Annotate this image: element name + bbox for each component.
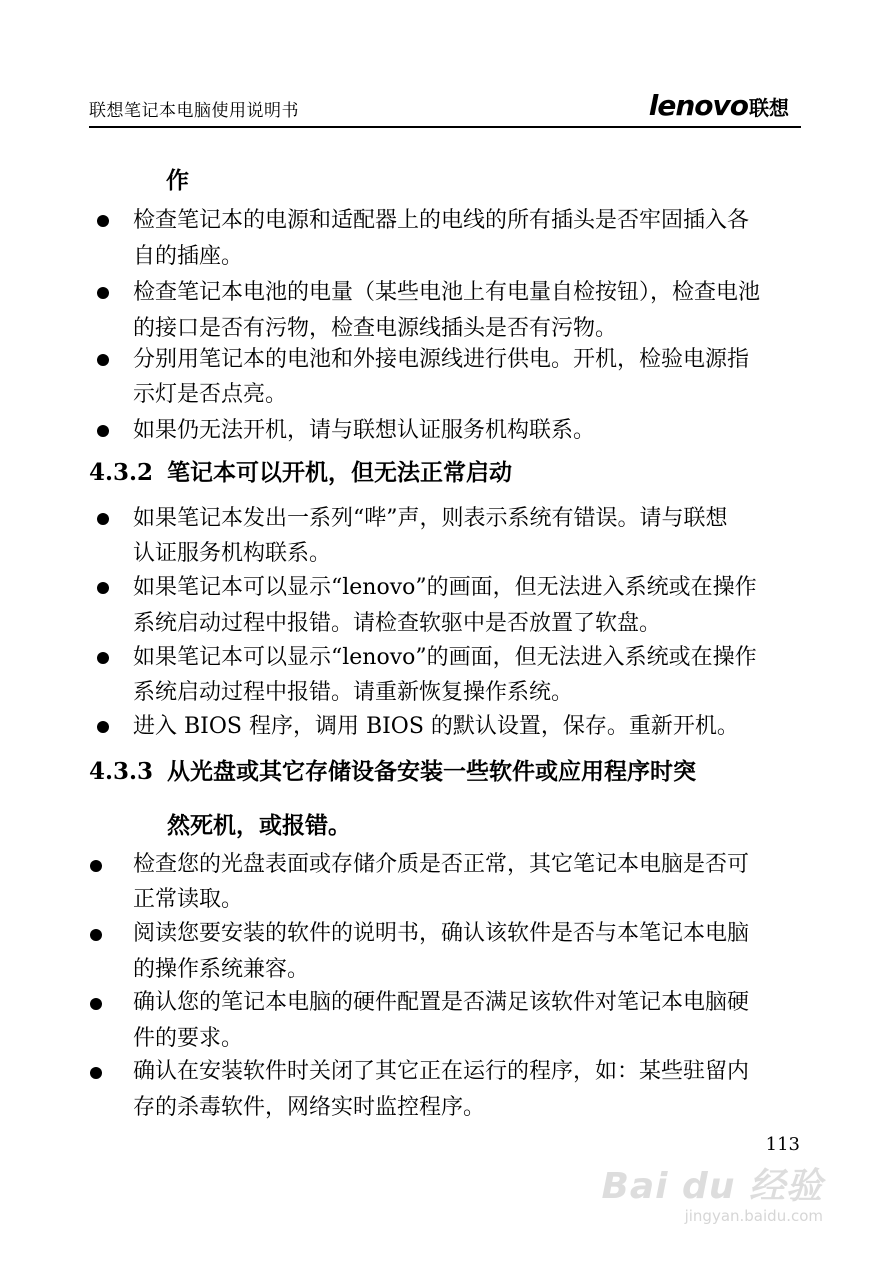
bullet-icon bbox=[97, 287, 109, 299]
list-item-line: 如果笔记本可以显示“lenovo”的画面，但无法进入系统或在操作 bbox=[133, 575, 757, 600]
bullet-icon bbox=[97, 582, 109, 594]
page-header bbox=[89, 89, 801, 128]
watermark-logo: Bai du 经验 bbox=[601, 1166, 823, 1207]
list-item-line: 检查笔记本电池的电量（某些电池上有电量自检按钮），检查电池 bbox=[133, 280, 761, 305]
bullet-icon bbox=[90, 929, 102, 941]
bullet-icon bbox=[97, 652, 109, 664]
list-item-line: 检查笔记本的电源和适配器上的电线的所有插头是否牢固插入各 bbox=[133, 208, 750, 233]
list-item-line: 进入 BIOS 程序，调用 BIOS 的默认设置，保存。重新开机。 bbox=[133, 714, 739, 739]
section-number: 4.3.2 bbox=[89, 459, 154, 486]
section-title-continued bbox=[167, 811, 351, 841]
section-number: 4.3.3 bbox=[89, 758, 154, 785]
list-item-line: 示灯是否点亮。 bbox=[133, 382, 288, 407]
list-item-line: 认证服务机构联系。 bbox=[133, 541, 332, 566]
bullet-icon bbox=[97, 354, 109, 366]
section-title: 笔记本可以开机，但无法正常启动 bbox=[167, 460, 512, 486]
intro-tail: 作 bbox=[166, 168, 189, 194]
list-item-line: 的操作系统兼容。 bbox=[133, 957, 310, 982]
list-item-line: 分别用笔记本的电池和外接电源线进行供电。开机，检验电源指 bbox=[133, 347, 750, 372]
list-item-line: 正常读取。 bbox=[133, 887, 244, 912]
bullet-icon bbox=[97, 215, 109, 227]
bullet-icon bbox=[90, 860, 102, 872]
watermark-url: jingyan.baidu.com bbox=[684, 1207, 823, 1225]
bullet-icon bbox=[90, 998, 102, 1010]
bullet-icon bbox=[90, 1067, 102, 1079]
brand-wordmark: lenovo bbox=[648, 89, 748, 122]
list-item-line: 自的插座。 bbox=[133, 244, 244, 269]
page-number: 113 bbox=[765, 1134, 800, 1155]
list-item-line: 如果笔记本可以显示“lenovo”的画面，但无法进入系统或在操作 bbox=[133, 645, 757, 670]
list-item-line: 阅读您要安装的软件的说明书，确认该软件是否与本笔记本电脑 bbox=[133, 921, 750, 946]
list-item-line: 检查您的光盘表面或存储介质是否正常，其它笔记本电脑是否可 bbox=[133, 852, 750, 877]
list-item-line: 系统启动过程中报错。请重新恢复操作系统。 bbox=[133, 680, 574, 705]
bullet-icon bbox=[97, 513, 109, 525]
list-item-line: 系统启动过程中报错。请检查软驱中是否放置了软盘。 bbox=[133, 611, 662, 636]
list-item-line: 如果仍无法开机，请与联想认证服务机构联系。 bbox=[133, 418, 596, 443]
list-item-line: 的接口是否有污物，检查电源线插头是否有污物。 bbox=[133, 316, 618, 341]
baidu-watermark bbox=[601, 1158, 823, 1225]
section-title: 从光盘或其它存储设备安装一些软件或应用程序时突 bbox=[167, 759, 696, 785]
bullet-icon bbox=[97, 425, 109, 437]
brand-cn: 联想 bbox=[749, 96, 789, 120]
bullet-icon bbox=[97, 721, 109, 733]
list-item-line: 确认您的笔记本电脑的硬件配置是否满足该软件对笔记本电脑硬 bbox=[133, 990, 750, 1015]
lenovo-logo bbox=[649, 89, 789, 122]
section-heading-4-3-2 bbox=[89, 458, 512, 488]
section-heading-4-3-3 bbox=[89, 757, 696, 787]
list-item-line: 如果笔记本发出一系列“哔”声，则表示系统有错误。请与联想 bbox=[133, 506, 728, 531]
list-item-line: 存的杀毒软件，网络实时监控程序。 bbox=[133, 1095, 486, 1120]
list-item-line: 件的要求。 bbox=[133, 1026, 244, 1051]
header-title: 联想笔记本电脑使用说明书 bbox=[89, 101, 299, 121]
section-title-line2: 然死机，或报错。 bbox=[167, 813, 351, 839]
list-item-line: 确认在安装软件时关闭了其它正在运行的程序，如：某些驻留内 bbox=[133, 1059, 750, 1084]
